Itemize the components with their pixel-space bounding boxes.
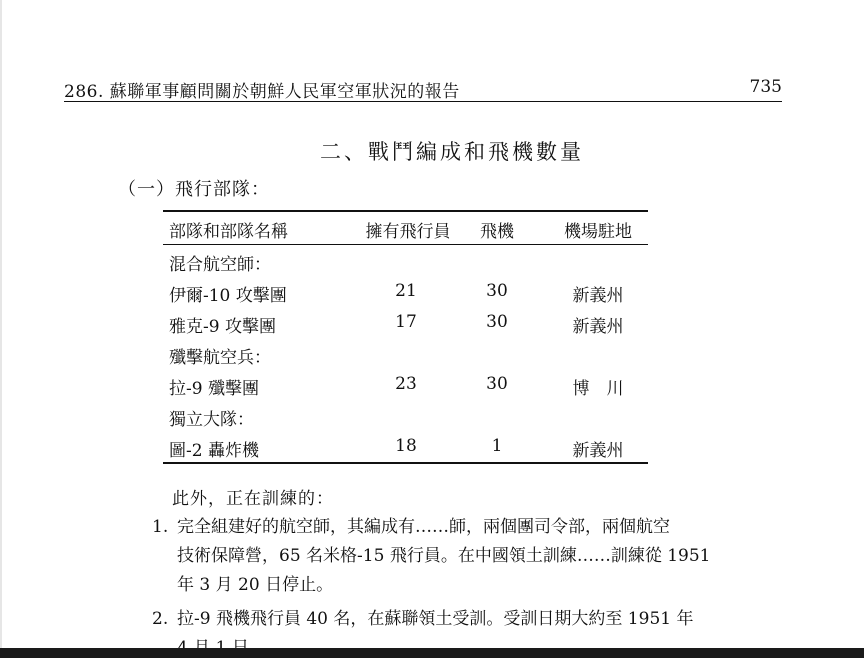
item-number: 1.	[152, 517, 169, 537]
header-title: 286. 蘇聯軍事顧問關於朝鮮人民軍空軍狀況的報告	[64, 82, 460, 102]
table-row	[163, 245, 648, 276]
aircraft-count: 30	[486, 281, 508, 301]
table-row	[163, 276, 648, 307]
table-row	[163, 431, 648, 462]
header-cell: 部隊和部隊名稱	[169, 222, 288, 242]
item-line: 技術保障營，65 名米格-15 飛行員。在中國領土訓練……訓練從 1951	[177, 546, 711, 566]
running-header	[64, 77, 782, 102]
pilot-count: 17	[395, 312, 417, 332]
bottom-edge-bar	[0, 648, 864, 658]
section-title: 二、戰鬥編成和飛機數量	[320, 140, 584, 164]
subsection-title: （一）飛行部隊：	[118, 179, 270, 200]
item-text	[177, 513, 782, 600]
airfield: 新義州	[572, 286, 624, 306]
airfield: 博 川	[572, 379, 624, 399]
header-cell: 飛機	[480, 222, 514, 242]
unit-name: 混合航空師：	[169, 255, 271, 275]
unit-name: 獨立大隊：	[169, 410, 254, 430]
unit-name: 雅克-9 攻擊團	[169, 317, 276, 337]
page-edge	[0, 0, 2, 658]
airfield: 新義州	[572, 317, 624, 337]
page-number: 735	[749, 77, 782, 97]
pilot-count: 21	[395, 281, 417, 301]
header-cell: 機場駐地	[564, 222, 632, 242]
unit-name: 拉-9 殲擊團	[169, 379, 259, 399]
pilot-count: 23	[395, 374, 417, 394]
airfield: 新義州	[572, 441, 624, 461]
aircraft-count: 30	[486, 312, 508, 332]
table-row	[163, 338, 648, 369]
item-line: 完全組建好的航空師，其編成有……師，兩個團司令部，兩個航空	[177, 517, 670, 537]
aircraft-count: 30	[486, 374, 508, 394]
header-cell: 擁有飛行員	[365, 222, 451, 242]
unit-name: 殲擊航空兵：	[169, 348, 271, 368]
table-header-row	[163, 212, 648, 244]
item-number: 2.	[152, 609, 169, 629]
unit-name: 伊爾-10 攻擊團	[169, 286, 287, 306]
after-table-text: 此外，正在訓練的：	[172, 489, 334, 509]
item-line: 拉-9 飛機飛行員 40 名，在蘇聯領土受訓。受訓日期大約至 1951 年	[177, 609, 694, 629]
pilot-count: 18	[395, 436, 417, 456]
aircraft-count: 1	[491, 436, 503, 456]
table-row	[163, 369, 648, 400]
table-row	[163, 400, 648, 431]
item-line: 年 3 月 20 日停止。	[177, 575, 334, 595]
unit-name: 圖-2 轟炸機	[169, 441, 259, 461]
table-bottom-rule	[163, 462, 648, 464]
table-row	[163, 307, 648, 338]
aircraft-table	[163, 210, 648, 464]
